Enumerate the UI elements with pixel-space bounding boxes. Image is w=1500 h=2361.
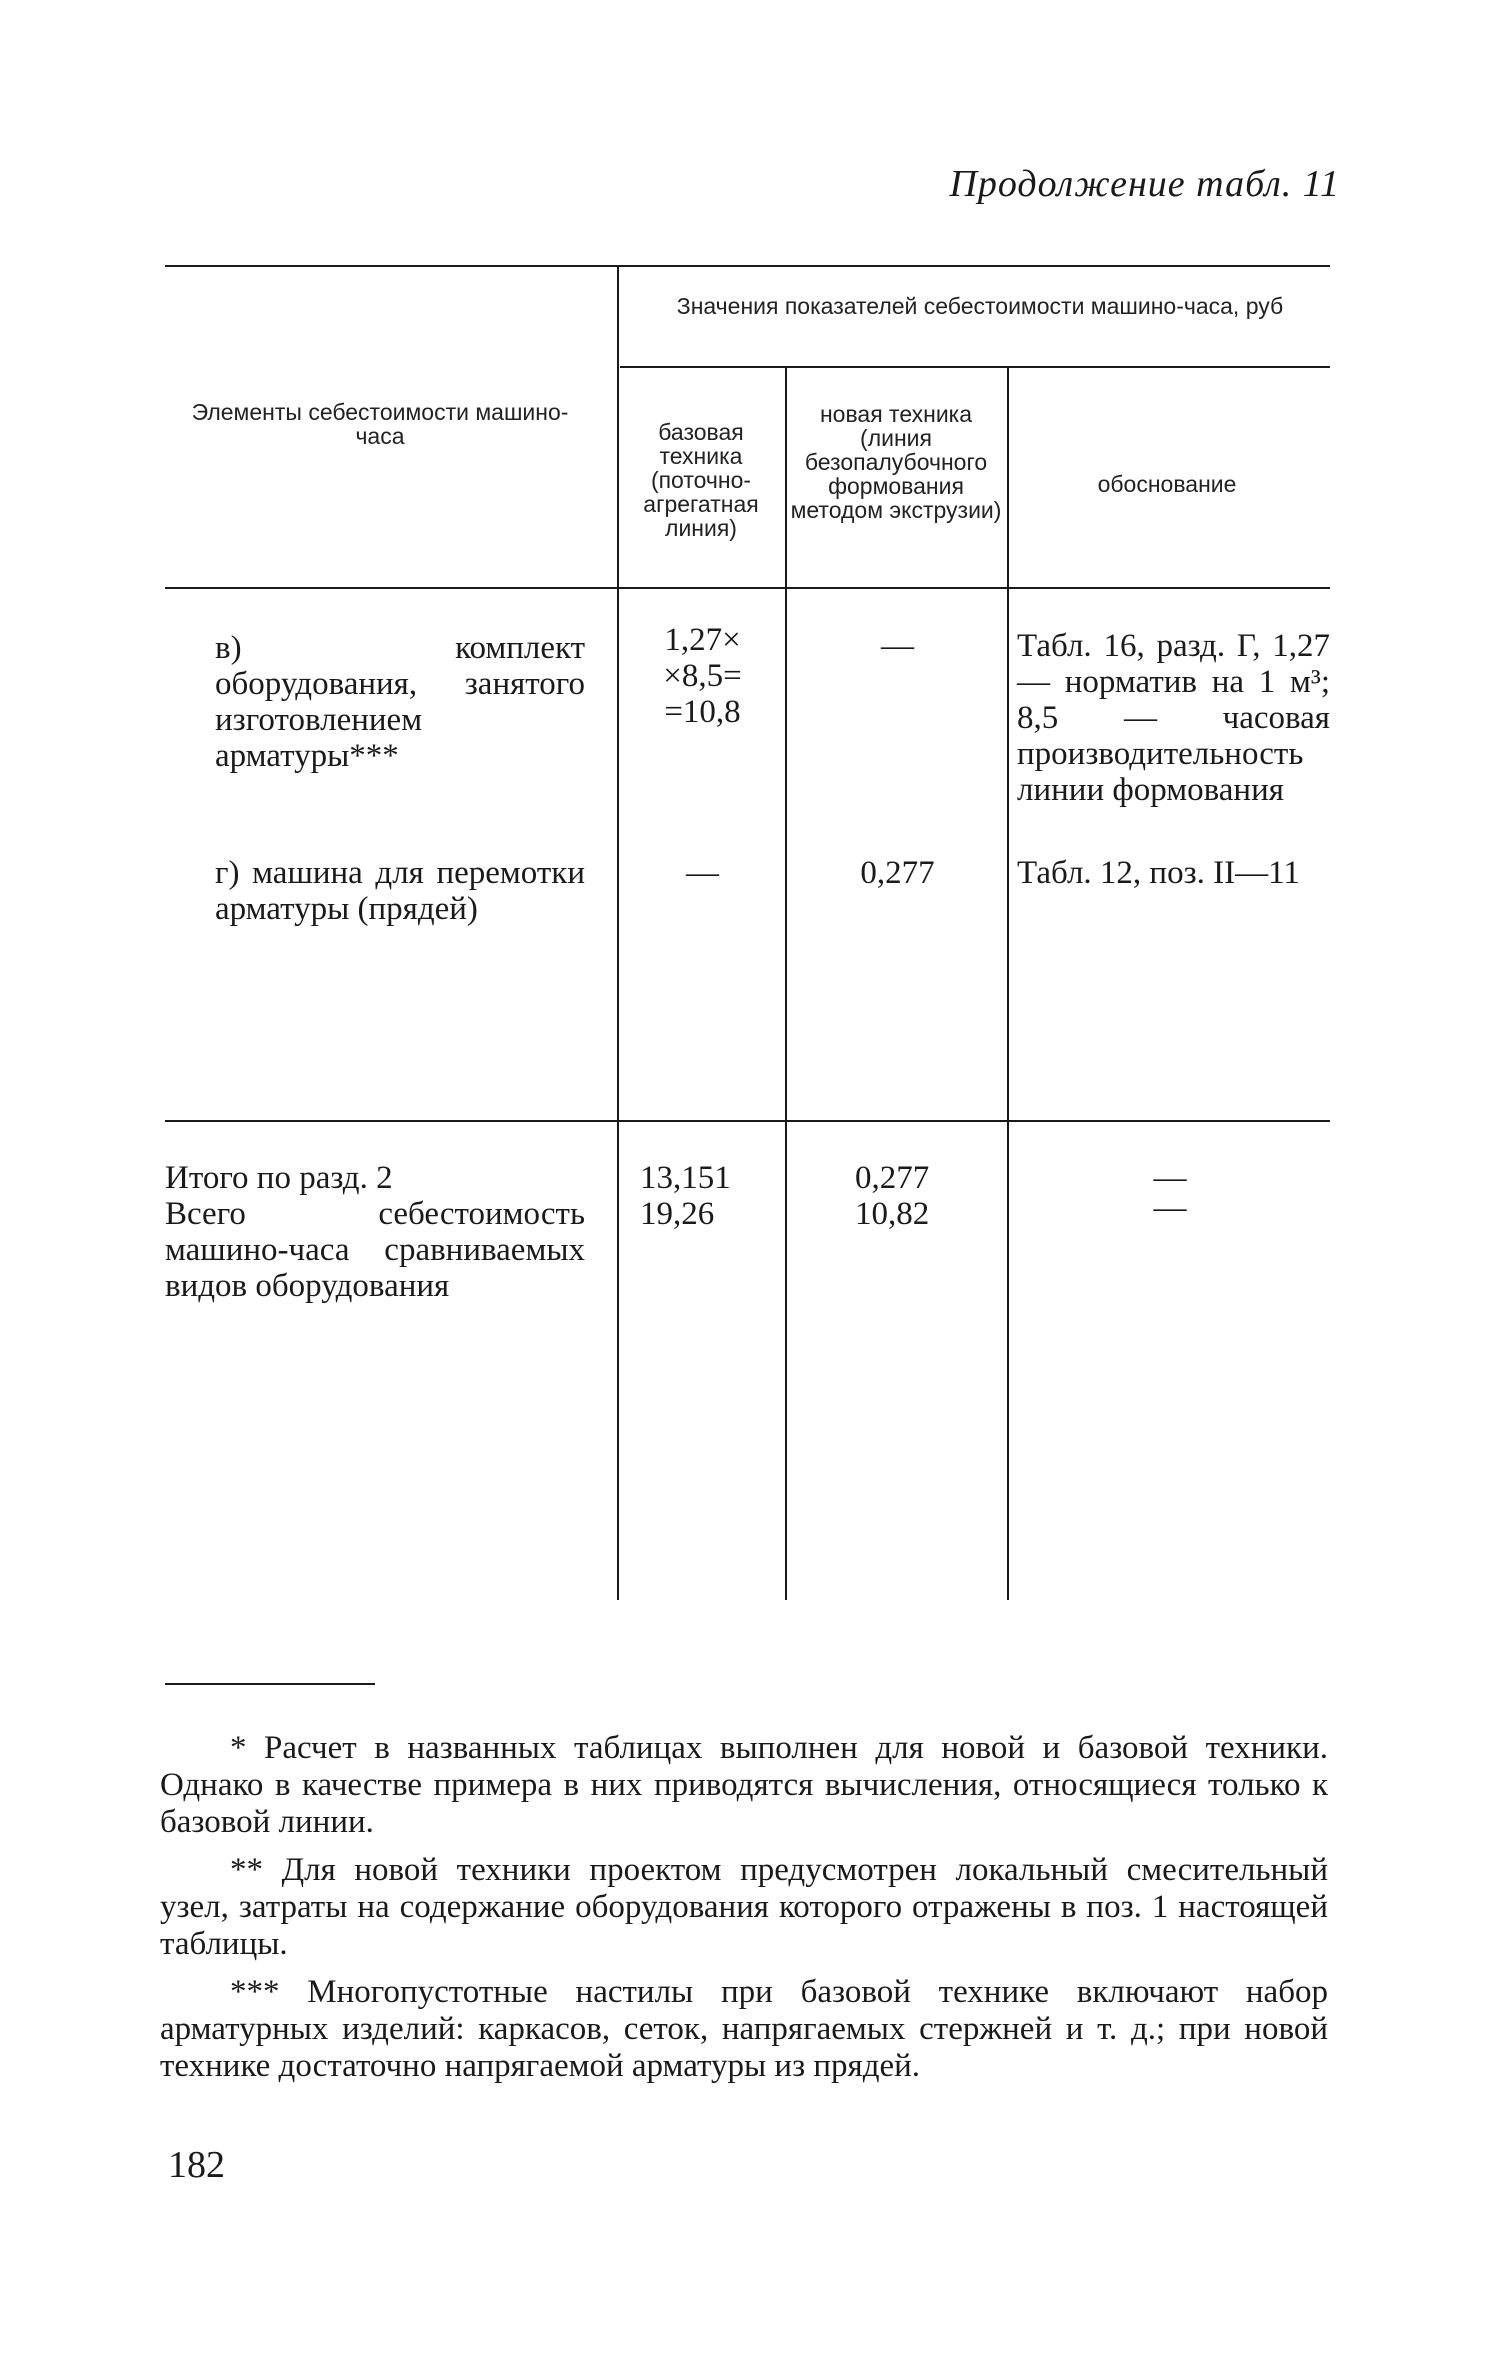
- row-base-value: —: [686, 855, 719, 891]
- row-base-value: 1,27× ×8,5= =10,8: [663, 622, 742, 730]
- row-basis-text: Табл. 12, поз. II—11: [1017, 855, 1300, 891]
- header-group-values: Значения показателей себестоимости машино-часа, руб: [676, 293, 1284, 319]
- row-element-label: в) комплект оборудования, занятого изготовлением арматуры***: [215, 630, 585, 774]
- header-bottom-rule: [165, 587, 1330, 589]
- totals-base-overall: 19,26: [640, 1196, 715, 1232]
- header-new-technique: новая техника (линия безопалубочного формования методом экструзии): [790, 401, 1002, 523]
- group-header-rule: [620, 366, 1330, 368]
- row-element-label: г) машина для перемотки арматуры (прядей): [215, 855, 585, 927]
- totals-new-overall: 10,82: [855, 1196, 930, 1232]
- footnote: ** Для новой техники проектом предусмотрен локальный смесительный узел, затраты на содержание оборудования которого отражены в поз. 1 настоящей таблицы.: [160, 1852, 1328, 1962]
- totals-basis-overall: —: [1153, 1190, 1187, 1226]
- column-divider: [617, 265, 619, 1600]
- footnote: * Расчет в названных таблицах выполнен для новой и базовой техники. Однако в качестве примера в них приводятся вычисления, относящиеся только к базовой линии.: [160, 1730, 1328, 1840]
- footnote: *** Многопустотные настилы при базовой технике включают набор арматурных изделий: каркасов, сеток, напрягаемых стержней и т. д.; при новой технике достаточно напрягаемой арматуры из прядей.: [160, 1974, 1328, 2084]
- totals-new-section: 0,277: [855, 1160, 930, 1196]
- totals-base-section: 13,151: [640, 1160, 731, 1196]
- page-number: 182: [168, 2144, 225, 2186]
- footnote-separator: [165, 1683, 375, 1685]
- totals-basis-section: —: [1153, 1160, 1187, 1196]
- column-divider: [785, 366, 787, 1600]
- row-new-value: 0,277: [860, 855, 935, 891]
- totals-label: Итого по разд. 2: [165, 1160, 393, 1196]
- table-continuation-caption: Продолжение табл. 11: [949, 163, 1340, 205]
- column-divider: [1007, 366, 1009, 1600]
- row-basis-text: Табл. 16, разд. Г, 1,27 — норматив на 1 м³; 8,5 — часовая производительность линии формования: [1017, 628, 1330, 808]
- header-elements: Элементы себестоимости машино-часа: [191, 399, 569, 449]
- totals-top-rule: [165, 1120, 1330, 1122]
- header-basis: обоснование: [1097, 471, 1237, 497]
- table-top-rule: [165, 265, 1330, 267]
- grand-total-label: Всего себестоимость машино-часа сравниваемых видов оборудования: [165, 1196, 585, 1304]
- row-new-value: —: [881, 628, 914, 664]
- header-base-technique: базовая техника (поточно-агрегатная линия): [643, 419, 759, 541]
